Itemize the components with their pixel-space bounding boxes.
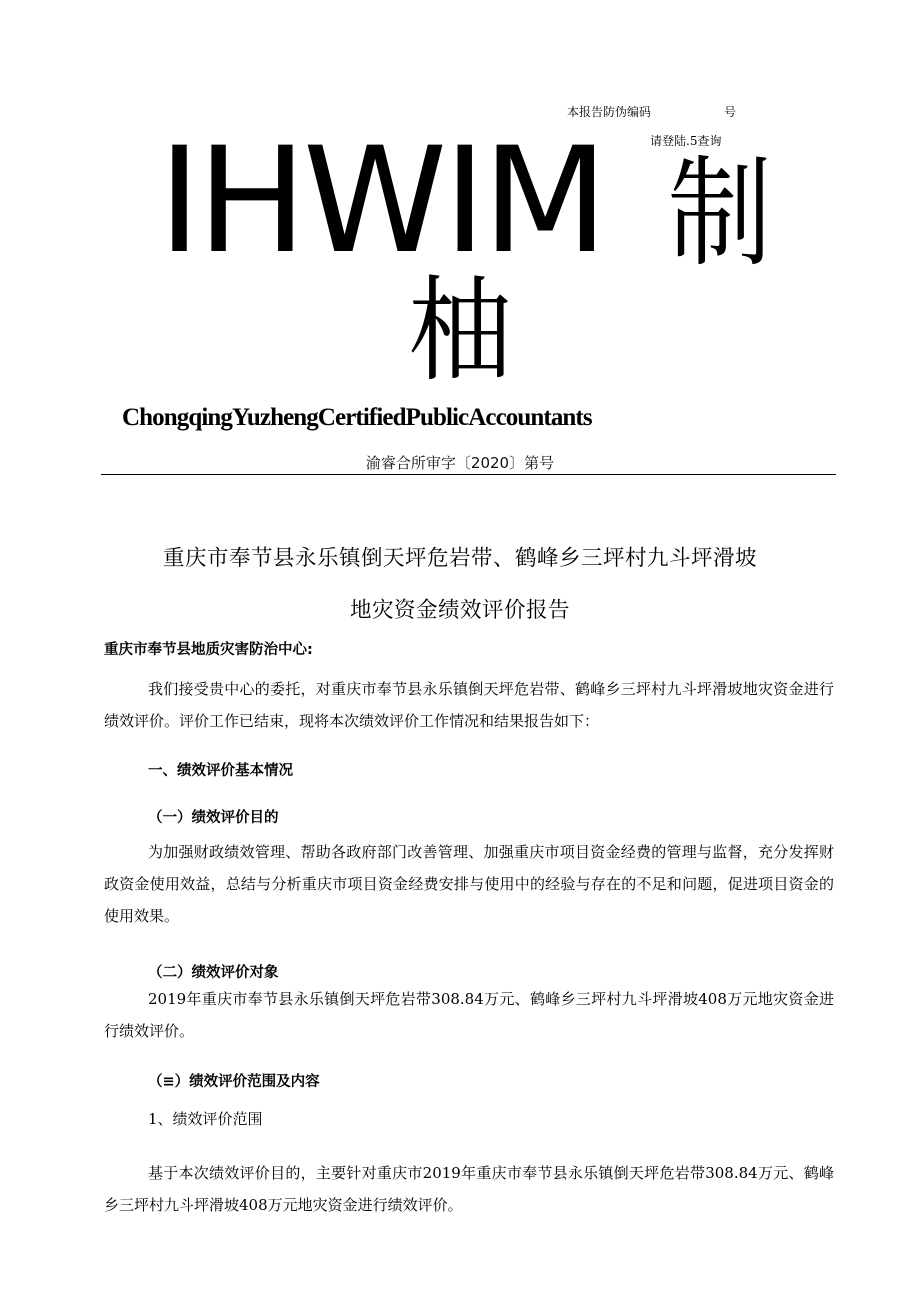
firm-logo-text: IHWIM bbox=[158, 116, 605, 286]
object-text: 2019年重庆市奉节县永乐镇倒天坪危岩带308.84万元、鹤峰乡三坪村九斗坪滑坡408万元地灾资金进行绩效评价。 bbox=[104, 990, 834, 1040]
anti-counterfeit-code-suffix: 号 bbox=[724, 105, 737, 119]
addressee: 重庆市奉节县地质灾害防治中心: bbox=[104, 642, 313, 658]
intro-paragraph bbox=[104, 673, 834, 737]
subsection-heading-object: （二）绩效评价对象 bbox=[148, 965, 279, 981]
firm-english-name: ChongqingYuzhengCertifiedPublicAccountants bbox=[122, 404, 592, 431]
query-note: 请登陆.5查询 bbox=[650, 134, 722, 148]
list-item-scope: 1、绩效评价范围 bbox=[148, 1110, 263, 1128]
intro-text: 我们接受贵中心的委托，对重庆市奉节县永乐镇倒天坪危岩带、鹤峰乡三坪村九斗坪滑坡地灾资金进行绩效评价。评价工作已结束，现将本次绩效评价工作情况和结果报告如下： bbox=[104, 680, 834, 730]
object-paragraph bbox=[104, 983, 834, 1047]
purpose-paragraph bbox=[104, 836, 834, 932]
header-divider bbox=[101, 474, 836, 475]
report-number: 渝睿合所审字〔2020〕第号 bbox=[365, 454, 555, 472]
subsection-heading-purpose: （一）绩效评价目的 bbox=[148, 810, 279, 826]
anti-counterfeit-code-label: 本报告防伪编码 bbox=[567, 105, 652, 119]
scope-text: 基于本次绩效评价目的，主要针对重庆市2019年重庆市奉节县永乐镇倒天坪危岩带308.84万元、鹤峰乡三坪村九斗坪滑坡408万元地灾资金进行绩效评价。 bbox=[104, 1164, 834, 1214]
section-heading-1: 一、绩效评价基本情况 bbox=[148, 763, 293, 779]
firm-logo-char-1: 制 bbox=[668, 143, 773, 284]
firm-logo-char-2: 柚 bbox=[408, 263, 513, 398]
report-title-line-2: 地灾资金绩效评价报告 bbox=[349, 598, 570, 623]
purpose-text: 为加强财政绩效管理、帮助各政府部门改善管理、加强重庆市项目资金经费的管理与监督，充分发挥财政资金使用效益，总结与分析重庆市项目资金经费安排与使用中的经验与存在的不足和问题，促进项目资金的使用效果。 bbox=[104, 843, 834, 925]
subsection-heading-scope: （≡）绩效评价范围及内容 bbox=[148, 1074, 320, 1090]
report-title-line-1: 重庆市奉节县永乐镇倒天坪危岩带、鹤峰乡三坪村九斗坪滑坡 bbox=[162, 546, 757, 571]
scope-paragraph bbox=[104, 1157, 834, 1221]
